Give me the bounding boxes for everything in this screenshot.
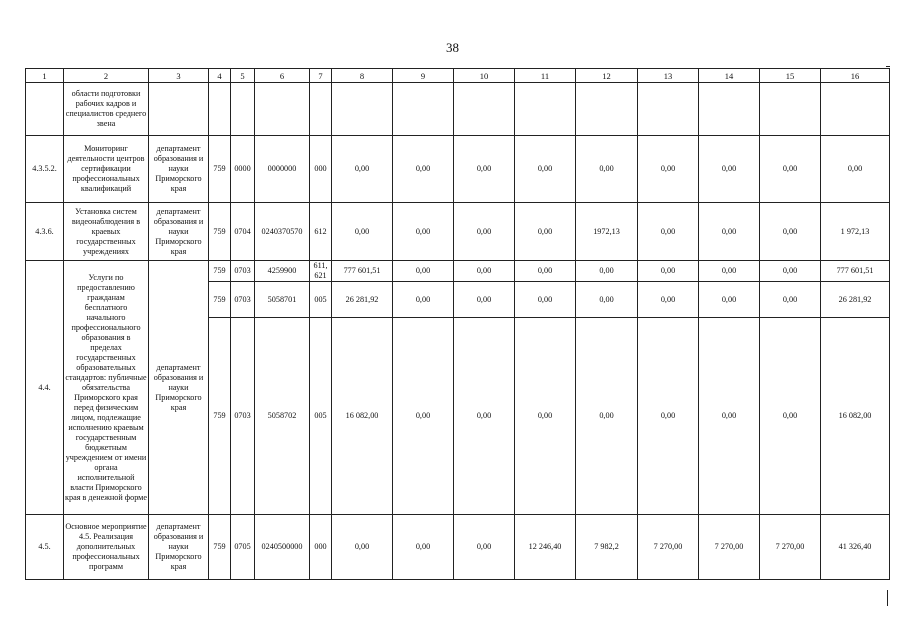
cell: 759 [209, 515, 231, 580]
table-row [26, 203, 890, 261]
column-header: 8 [332, 69, 393, 83]
cell: 0,00 [454, 515, 515, 580]
cell: 0,00 [638, 203, 699, 261]
cell: 0,00 [515, 318, 576, 515]
cell: 0703 [231, 318, 255, 515]
cell: 0,00 [760, 136, 821, 203]
cell: 0,00 [576, 282, 638, 318]
cell: 0240500000 [255, 515, 310, 580]
cell: 0,00 [454, 318, 515, 515]
column-header: 4 [209, 69, 231, 83]
cell: 0,00 [760, 203, 821, 261]
cell-index: 4.3.6. [26, 203, 64, 261]
column-header: 3 [149, 69, 209, 83]
cell-name: области подготовки рабочих кадров и специалистов среднего звена [64, 83, 149, 136]
cell: 0,00 [393, 515, 454, 580]
cell: 0,00 [332, 515, 393, 580]
cell-department: департамент образования и науки Приморского края [149, 261, 209, 515]
column-header: 14 [699, 69, 760, 83]
header-row [26, 69, 890, 83]
margin-tick [887, 590, 888, 606]
column-header: 6 [255, 69, 310, 83]
cell-department: департамент образования и науки Приморского края [149, 515, 209, 580]
cell: 759 [209, 203, 231, 261]
cell: 005 [310, 282, 332, 318]
cell: 26 281,92 [821, 282, 890, 318]
cell-name: Услуги по предоставлению гражданам бесплатного начального профессионального образования в пределах государственных образовательных стандартов: публичные обязательства Приморского края перед физическим лицом, подлежащие исполнению краевым государственным бюджетным учреждением от имени органа исполнительной власти Приморского края в денежной форме [64, 261, 149, 515]
cell: 0,00 [576, 318, 638, 515]
cell: 0,00 [760, 261, 821, 282]
cell [515, 83, 576, 136]
cell: 0,00 [515, 136, 576, 203]
cell [149, 83, 209, 136]
cell: 000 [310, 515, 332, 580]
cell: 1972,13 [576, 203, 638, 261]
column-header: 7 [310, 69, 332, 83]
cell: 7 270,00 [699, 515, 760, 580]
cell: 7 270,00 [638, 515, 699, 580]
cell: 0,00 [638, 318, 699, 515]
cell: 0,00 [638, 282, 699, 318]
cell: 0,00 [515, 203, 576, 261]
cell: 0,00 [699, 261, 760, 282]
cell: 0,00 [515, 261, 576, 282]
cell: 1 972,13 [821, 203, 890, 261]
cell: 759 [209, 136, 231, 203]
cell: 0,00 [332, 203, 393, 261]
column-header: 2 [64, 69, 149, 83]
cell: 4259900 [255, 261, 310, 282]
cell [26, 83, 64, 136]
cell: 0,00 [699, 136, 760, 203]
cell: 759 [209, 282, 231, 318]
cell: 0,00 [454, 203, 515, 261]
cell: 0,00 [393, 282, 454, 318]
cell [393, 83, 454, 136]
cell: 0703 [231, 282, 255, 318]
cell: 000 [310, 136, 332, 203]
cell: 41 326,40 [821, 515, 890, 580]
cell: 0,00 [393, 318, 454, 515]
cell [699, 83, 760, 136]
column-header: 16 [821, 69, 890, 83]
cell-name: Установка систем видеонаблюдения в краевых государственных учреждениях [64, 203, 149, 261]
column-header: 13 [638, 69, 699, 83]
cell: 759 [209, 261, 231, 282]
corner-mark [886, 66, 890, 73]
cell: 0,00 [454, 282, 515, 318]
cell [231, 83, 255, 136]
column-header: 12 [576, 69, 638, 83]
column-header: 1 [26, 69, 64, 83]
column-header: 9 [393, 69, 454, 83]
table-row [26, 136, 890, 203]
cell: 5058702 [255, 318, 310, 515]
cell: 0,00 [515, 282, 576, 318]
cell: 0,00 [393, 136, 454, 203]
cell: 0,00 [576, 136, 638, 203]
cell [310, 83, 332, 136]
cell [255, 83, 310, 136]
cell: 611, 621 [310, 261, 332, 282]
table-row [26, 515, 890, 580]
cell: 0,00 [821, 136, 890, 203]
budget-table [25, 68, 890, 580]
cell: 759 [209, 318, 231, 515]
cell: 0,00 [393, 261, 454, 282]
cell [209, 83, 231, 136]
cell: 0,00 [699, 318, 760, 515]
cell: 12 246,40 [515, 515, 576, 580]
cell: 0704 [231, 203, 255, 261]
cell: 16 082,00 [332, 318, 393, 515]
cell: 0,00 [760, 282, 821, 318]
cell [760, 83, 821, 136]
page-number: 38 [446, 40, 459, 55]
cell: 16 082,00 [821, 318, 890, 515]
column-header: 15 [760, 69, 821, 83]
table-row [26, 261, 890, 282]
cell-name: Мониторинг деятельности центров сертификации профессиональных квалификаций [64, 136, 149, 203]
cell: 0000 [231, 136, 255, 203]
cell [454, 83, 515, 136]
column-header: 11 [515, 69, 576, 83]
cell: 0000000 [255, 136, 310, 203]
cell-name: Основное мероприятие 4.5. Реализация дополнительных профессиональных программ [64, 515, 149, 580]
cell: 0,00 [699, 282, 760, 318]
cell: 0,00 [332, 136, 393, 203]
cell: 0,00 [760, 318, 821, 515]
cell: 0240370570 [255, 203, 310, 261]
cell: 777 601,51 [332, 261, 393, 282]
cell: 0703 [231, 261, 255, 282]
cell: 7 982,2 [576, 515, 638, 580]
table-row [26, 83, 890, 136]
cell: 0,00 [454, 136, 515, 203]
cell [821, 83, 890, 136]
cell-department: департамент образования и науки Приморского края [149, 203, 209, 261]
cell: 5058701 [255, 282, 310, 318]
cell: 0,00 [638, 261, 699, 282]
column-header: 10 [454, 69, 515, 83]
cell: 0,00 [638, 136, 699, 203]
cell: 0,00 [454, 261, 515, 282]
cell [332, 83, 393, 136]
cell [576, 83, 638, 136]
cell: 26 281,92 [332, 282, 393, 318]
cell: 777 601,51 [821, 261, 890, 282]
cell-department: департамент образования и науки Приморского края [149, 136, 209, 203]
cell: 0,00 [393, 203, 454, 261]
cell: 0,00 [699, 203, 760, 261]
cell: 612 [310, 203, 332, 261]
column-header: 5 [231, 69, 255, 83]
cell: 0705 [231, 515, 255, 580]
cell: 7 270,00 [760, 515, 821, 580]
cell: 0,00 [576, 261, 638, 282]
cell-index: 4.3.5.2. [26, 136, 64, 203]
cell [638, 83, 699, 136]
cell: 005 [310, 318, 332, 515]
cell-index: 4.4. [26, 261, 64, 515]
cell-index: 4.5. [26, 515, 64, 580]
